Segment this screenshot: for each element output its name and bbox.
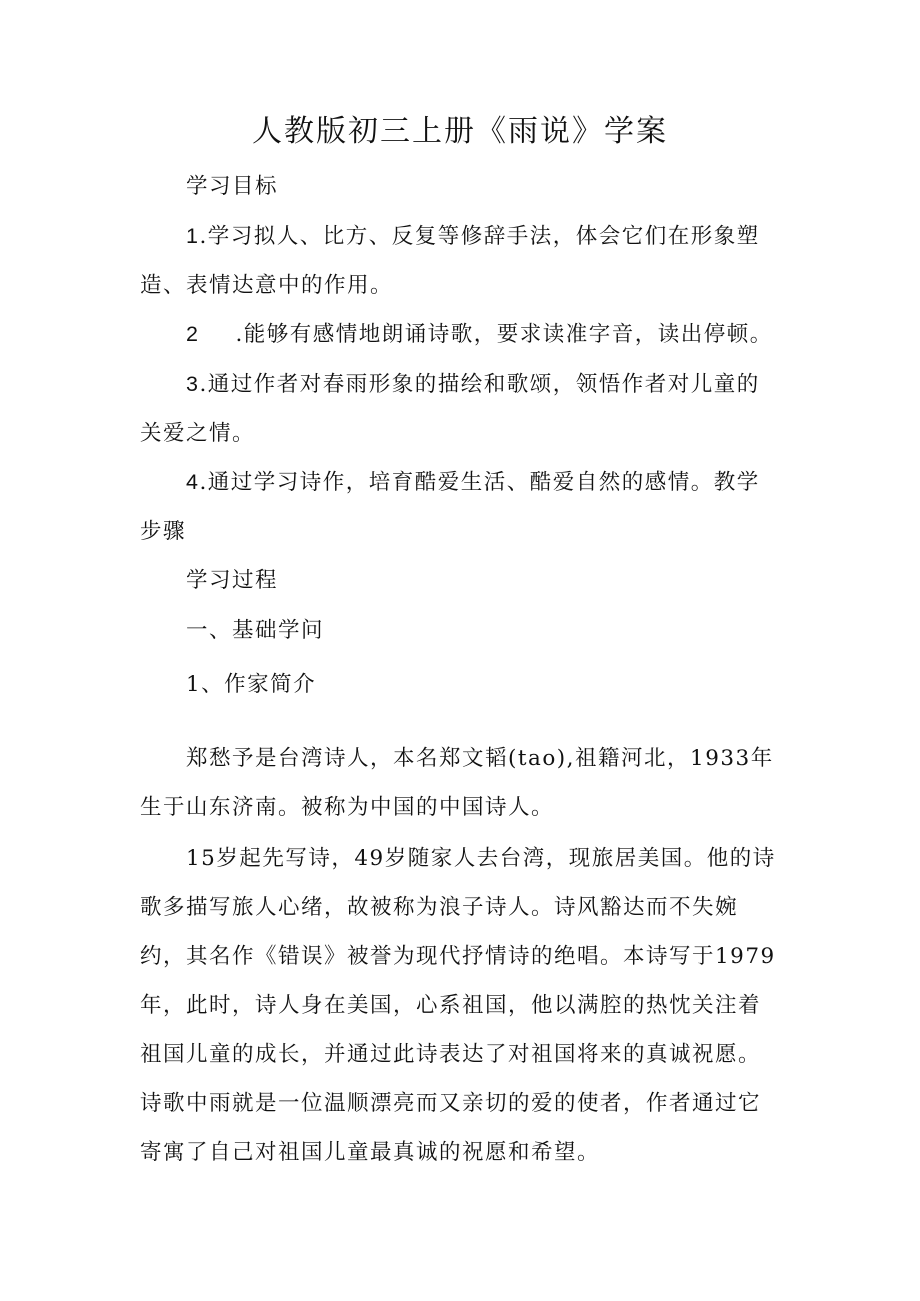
section1-heading: 一、基础学问 — [186, 618, 325, 643]
paragraph-author-detail: 15岁起先写诗，49岁随家人去台湾，现旅居美国。他的诗歌多描写旅人心绪，故被称为浪子诗人。诗风豁达而不失婉约，其名作《错误》被誉为现代抒情诗的绝唱。本诗写于1979年，此时，诗人身在美国，心系祖国，他以满腔的热忱关注着祖国儿童的成长，并通过此诗表达了对祖国将来的真诚祝愿。诗歌中雨就是一位温顺漂亮而又亲切的爱的使者，作者通过它寄寓了自己对祖国儿童最真诚的祝愿和希望。 — [140, 846, 776, 1165]
subsection1-heading: 1、作家简介 — [186, 672, 317, 697]
paragraph-author-intro: 郑愁予是台湾诗人，本名郑文韬(tao),祖籍河北，1933年生于山东济南。被称为中国的中国诗人。 — [140, 746, 774, 820]
goal-text: .能够有感情地朗诵诗歌，要求读准字音，读出停顿。 — [235, 322, 773, 347]
goal-text: .学习拟人、比方、反复等修辞手法，体会它们在形象塑造、表情达意中的作用。 — [140, 224, 760, 298]
goal-item-3 — [140, 360, 780, 458]
process-heading: 学习过程 — [186, 568, 279, 593]
goal-item-2 — [140, 310, 780, 359]
goal-number: 3 — [186, 372, 200, 396]
goal-item-4 — [140, 458, 780, 556]
goal-item-1 — [140, 212, 780, 310]
goals-heading: 学习目标 — [186, 174, 279, 199]
goal-text: .通过学习诗作，培育酷爱生活、酷爱自然的感情。教学步骤 — [140, 470, 760, 544]
document-title: 人教版初三上册《雨说》学案 — [252, 114, 668, 149]
goal-number: 1 — [186, 224, 200, 248]
goal-text: .通过作者对春雨形象的描绘和歌颂，领悟作者对儿童的关爱之情。 — [140, 372, 760, 446]
goal-number: 2 — [186, 322, 200, 346]
goal-number: 4 — [186, 470, 200, 494]
